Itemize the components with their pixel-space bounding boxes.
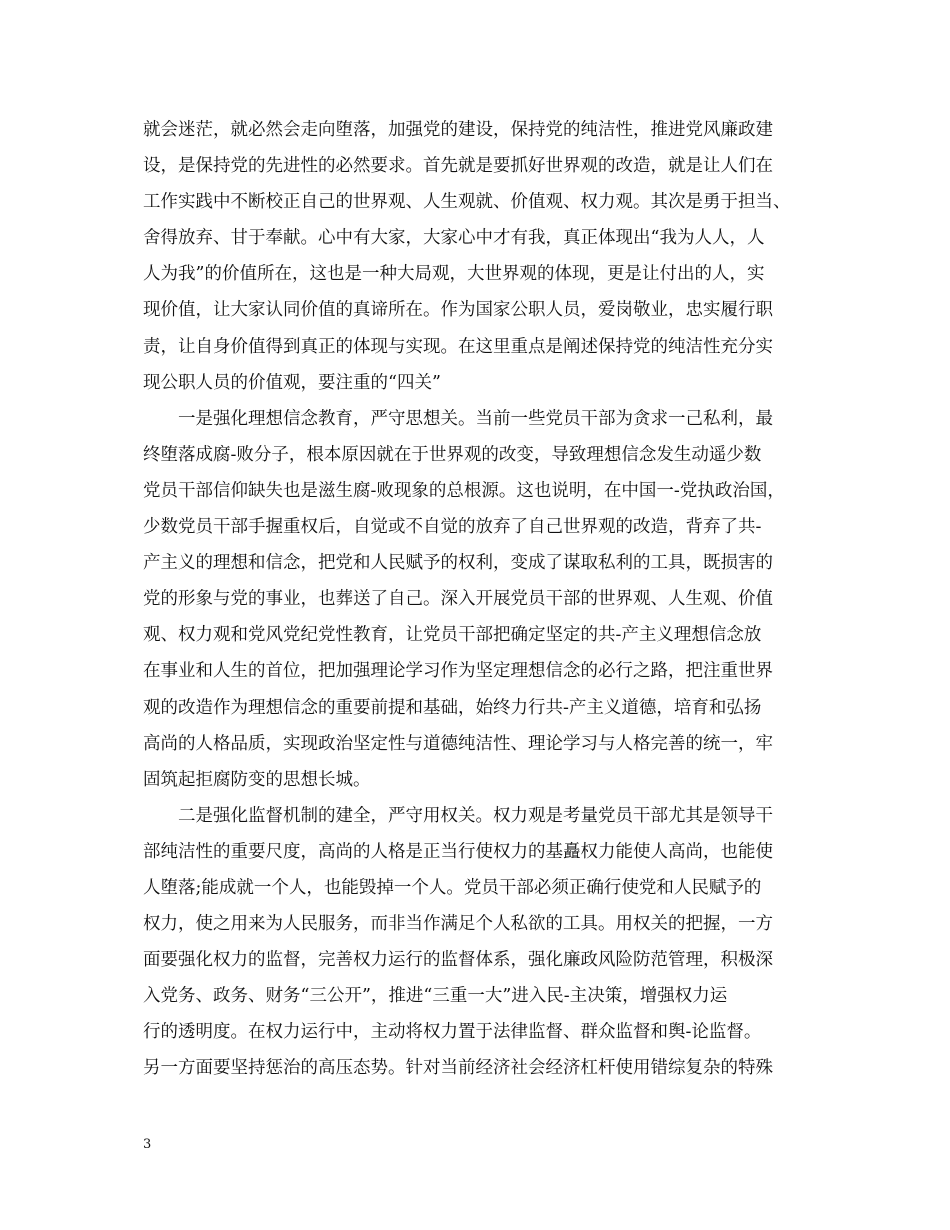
page-number: 3 <box>143 1137 152 1152</box>
text-line: 就会迷茫，就必然会走向堕落，加强党的建设，保持党的纯洁性，推进党风廉政建 <box>143 120 773 140</box>
text-line: 行的透明度。在权力运行中，主动将权力置于法律监督、群众监督和舆-论监督。 <box>143 1022 762 1043</box>
text-line: 观的改造作为理想信念的重要前提和基础，始终力行共-产主义道德，培育和弘扬 <box>143 697 762 718</box>
text-line: 工作实践中不断校正自己的世界观、人生观就、价值观、权力观。其次是勇于担当、 <box>143 192 791 213</box>
text-line: 二是强化监督机制的建全，严守用权关。权力观是考量党员干部尤其是领导干 <box>143 805 773 826</box>
text-line: 权力，使之用来为人民服务，而非当作满足个人私欲的工具。用权关的把握，一方 <box>143 914 773 935</box>
text-line: 现公职人员的价值观，要注重的“四关” <box>143 372 441 393</box>
text-line: 在事业和人生的首位，把加强理论学习作为坚定理想信念的必行之路，把注重世界 <box>143 661 773 682</box>
text-line: 人堕落;能成就一个人，也能毁掉一个人。党员干部必须正确行使党和人民赋予的 <box>143 877 762 898</box>
text-line: 终堕落成腐-败分子，根本原因就在于世界观的改变，导致理想信念发生动遥少数 <box>143 444 762 465</box>
text-line: 少数党员干部手握重权后，自觉或不自觉的放弃了自己世界观的改造，背弃了共- <box>143 517 762 538</box>
text-line: 责，让自身价值得到真正的体现与实现。在这里重点是阐述保持党的纯洁性充分实 <box>143 336 773 357</box>
text-line: 入党务、政务、财务“三公开”，推进“三重一大”进入民-主决策，增强权力运 <box>143 986 728 1007</box>
text-line: 面要强化权力的监督，完善权力运行的监督体系，强化廉政风险防范管理，积极深 <box>143 950 773 971</box>
text-line: 舍得放弃、甘于奉献。心中有大家，大家心中才有我，真正体现出“我为人人，人 <box>143 228 765 249</box>
text-line: 一是强化理想信念教育，严守思想关。当前一些党员干部为贪求一己私利，最 <box>143 408 773 429</box>
text-line: 党员干部信仰缺失也是滋生腐-败现象的总根源。这也说明，在中国一-党执政治国， <box>143 480 785 501</box>
text-line: 党的形象与党的事业，也葬送了自己。深入开展党员干部的世界观、人生观、价值 <box>143 589 773 610</box>
text-line: 现价值，让大家认同价值的真谛所在。作为国家公职人员，爱岗敬业，忠实履行职 <box>143 300 773 321</box>
text-line: 高尚的人格品质，实现政治坚定性与道德纯洁性、理论学习与人格完善的统一，牢 <box>143 733 773 754</box>
text-line: 人为我”的价值所在，这也是一种大局观，大世界观的体现，更是让付出的人，实 <box>143 264 765 285</box>
text-line: 产主义的理想和信念，把党和人民赋予的权利，变成了谋取私利的工具，既损害的 <box>143 553 773 574</box>
text-line: 部纯洁性的重要尺度，高尚的人格是正当行使权力的基矗权力能使人高尚，也能使 <box>143 841 773 862</box>
text-line: 固筑起拒腐防变的思想长城。 <box>143 769 371 790</box>
text-line: 观、权力观和党风党纪党性教育，让党员干部把确定坚定的共-产主义理想信念放 <box>143 625 762 646</box>
text-line: 另一方面要坚持惩治的高压态势。针对当前经济社会经济杠杆使用错综复杂的特殊 <box>143 1058 773 1079</box>
body-text <box>143 112 808 1087</box>
text-line: 设，是保持党的先进性的必然要求。首先就是要抓好世界观的改造，就是让人们在 <box>143 156 773 177</box>
